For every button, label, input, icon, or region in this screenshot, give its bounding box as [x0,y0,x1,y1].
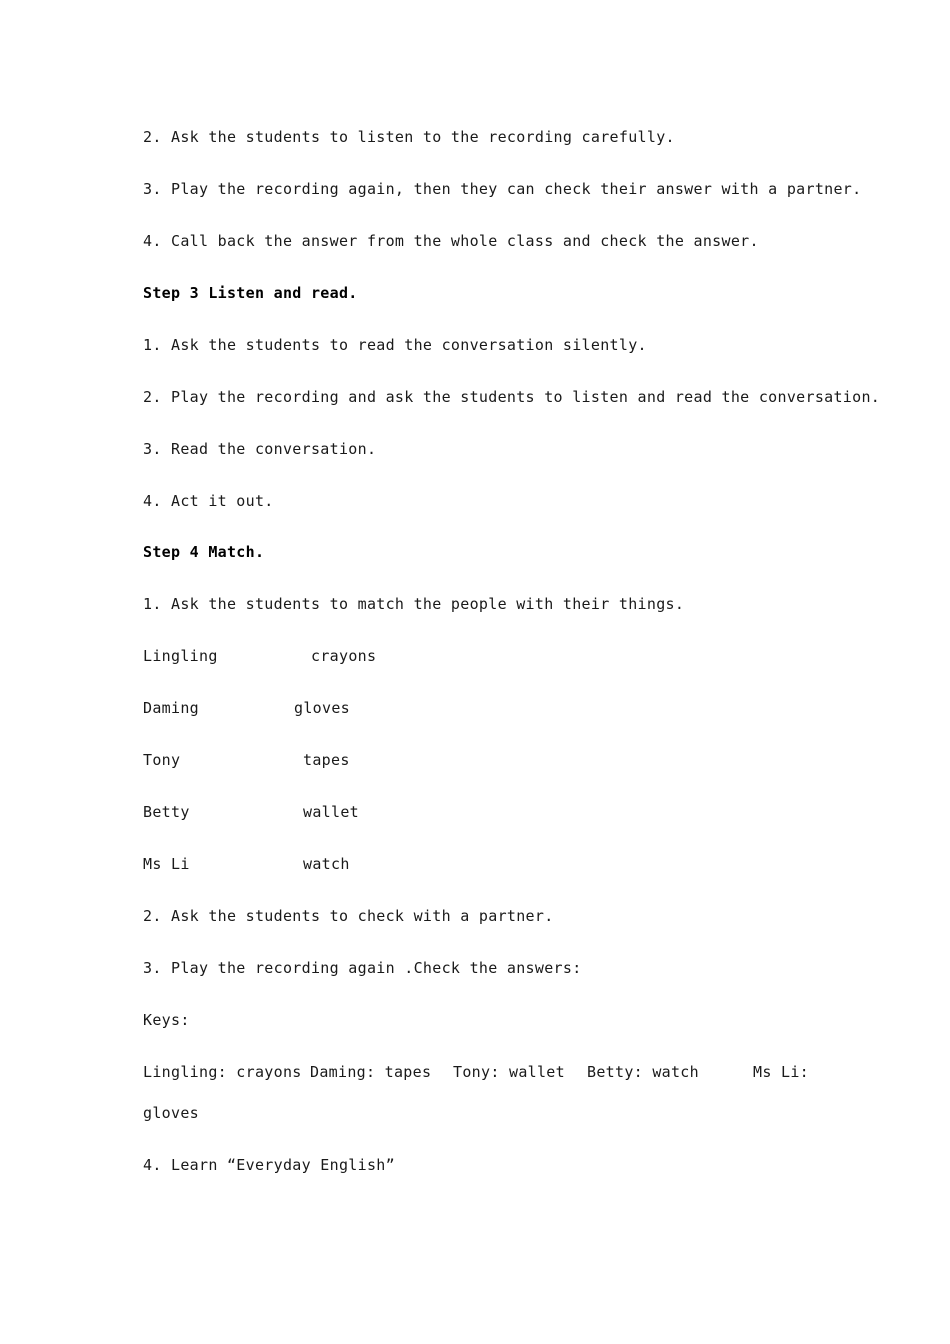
instruction-item: 1. Ask the students to match the people with their things. [143,595,685,613]
match-person: Lingling [143,647,218,665]
instruction-item: 2. Ask the students to check with a partner. [143,907,554,925]
keys-label: Keys: [143,1011,190,1029]
instruction-item: 3. Read the conversation. [143,440,377,458]
match-person: Ms Li [143,855,190,873]
match-person: Tony [143,751,181,769]
match-person: Daming [143,699,199,717]
match-thing: crayons [311,647,377,665]
instruction-item: 3. Play the recording again, then they can check their answer with a partner. [143,180,862,198]
answer-key: Lingling: crayons [143,1063,302,1081]
instruction-item: 2. Play the recording and ask the students to listen and read the conversation. [143,388,881,406]
answer-key: Daming: tapes [310,1063,432,1081]
answer-key: Betty: watch [587,1063,699,1081]
match-thing: wallet [303,803,359,821]
answer-key: Tony: wallet [453,1063,565,1081]
instruction-item: 3. Play the recording again .Check the answers: [143,959,582,977]
instruction-item: 4. Call back the answer from the whole class and check the answer. [143,232,759,250]
instruction-item: 1. Ask the students to read the conversation silently. [143,336,647,354]
step3-heading: Step 3 Listen and read. [143,284,358,302]
match-thing: gloves [294,699,350,717]
answer-key: Ms Li: [753,1063,809,1081]
match-thing: tapes [303,751,350,769]
instruction-item: 4. Learn “Everyday English” [143,1156,395,1174]
instruction-item: 4. Act it out. [143,492,274,510]
answer-key-continued: gloves [143,1104,199,1122]
match-thing: watch [303,855,350,873]
instruction-item: 2. Ask the students to listen to the recording carefully. [143,128,675,146]
match-person: Betty [143,803,190,821]
step4-heading: Step 4 Match. [143,543,265,561]
